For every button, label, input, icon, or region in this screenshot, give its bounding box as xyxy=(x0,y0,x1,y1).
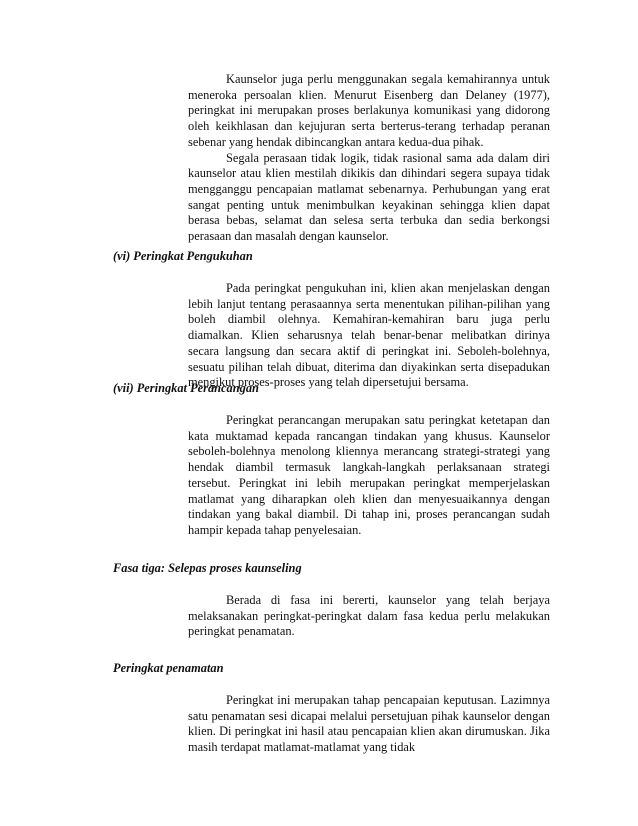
penamatan-text-block xyxy=(188,693,550,756)
perancangan-text-block xyxy=(188,413,550,539)
pengukuhan-text-block xyxy=(188,281,550,391)
heading-peringkat-pengukuhan: (vi) Peringkat Pengukuhan xyxy=(113,249,253,263)
fasa-tiga-paragraph: Berada di fasa ini bererti, kaunselor yang telah berjaya melaksanakan peringkat-peringkat dalam fasa kedua perlu melakukan peringkat penamatan. xyxy=(188,593,550,639)
heading-fasa-tiga: Fasa tiga: Selepas proses kaunseling xyxy=(113,561,302,575)
penamatan-paragraph: Peringkat ini merupakan tahap pencapaian keputusan. Lazimnya satu penamatan sesi dicapai melalui persetujuan pihak kaunselor dengan klien. Di peringkat ini hasil atau pencapaian klien akan dirumuskan. Jika masih terdapat matlamat-matlamat yang tidak xyxy=(188,693,550,755)
pengukuhan-paragraph: Pada peringkat pengukuhan ini, klien akan menjelaskan dengan lebih lanjut tentang perasaannya serta menentukan pilihan-pilihan yang boleh diambil olehnya. Kemahiran-kemahiran baru juga perlu diamalkan. Klien seharusnya telah benar-benar melibatkan dirinya secara langsung dan secara aktif di peringkat ini. Seboleh-bolehnya, sesuatu pilihan telah dibuat, diterima dan diyakinkan serta disepadukan mengikut proses-proses yang telah dipersetujui bersama. xyxy=(188,281,550,390)
intro-paragraph-2: Segala perasaan tidak logik, tidak rasional sama ada dalam diri kaunselor atau klien mestilah dikikis dan dihindari segera supaya tidak mengganggu pencapaian matlamat sebenarnya. Perhubungan yang erat sangat penting untuk menimbulkan keyakinan sehingga klien dapat berasa bebas, selamat dan selesa serta terbuka dan sedia berkongsi perasaan dan masalah dengan kaunselor. xyxy=(188,150,550,244)
intro-text-block xyxy=(188,72,550,245)
intro-paragraph-1: Kaunselor juga perlu menggunakan segala kemahirannya untuk meneroka persoalan klien. Menurut Eisenberg dan Delaney (1977), peringkat ini merupakan proses berlakunya komunikasi yang didorong oleh keikhlasan dan kejujuran serta berterus-terang terhadap peranan sebenar yang hendak dibincangkan antara kedua-dua pihak. xyxy=(188,72,550,149)
heading-peringkat-penamatan: Peringkat penamatan xyxy=(113,661,224,675)
heading-peringkat-perancangan: (vii) Peringkat Perancangan xyxy=(113,381,259,395)
perancangan-paragraph: Peringkat perancangan merupakan satu peringkat ketetapan dan kata muktamad kepada rancangan tindakan yang khusus. Kaunselor seboleh-bolehnya menolong kliennya merancang strategi-strategi yang hendak diambil termasuk langkah-langkah perlaksanaan strategi tersebut. Peringkat ini lebih merupakan peringkat memperjelaskan matlamat yang diharapkan oleh klien dan menyesuaikannya dengan tindakan yang bakal diambil. Di tahap ini, proses perancangan sudah hampir kepada tahap penyelesaian. xyxy=(188,413,550,537)
fasa-tiga-text-block xyxy=(188,593,550,640)
